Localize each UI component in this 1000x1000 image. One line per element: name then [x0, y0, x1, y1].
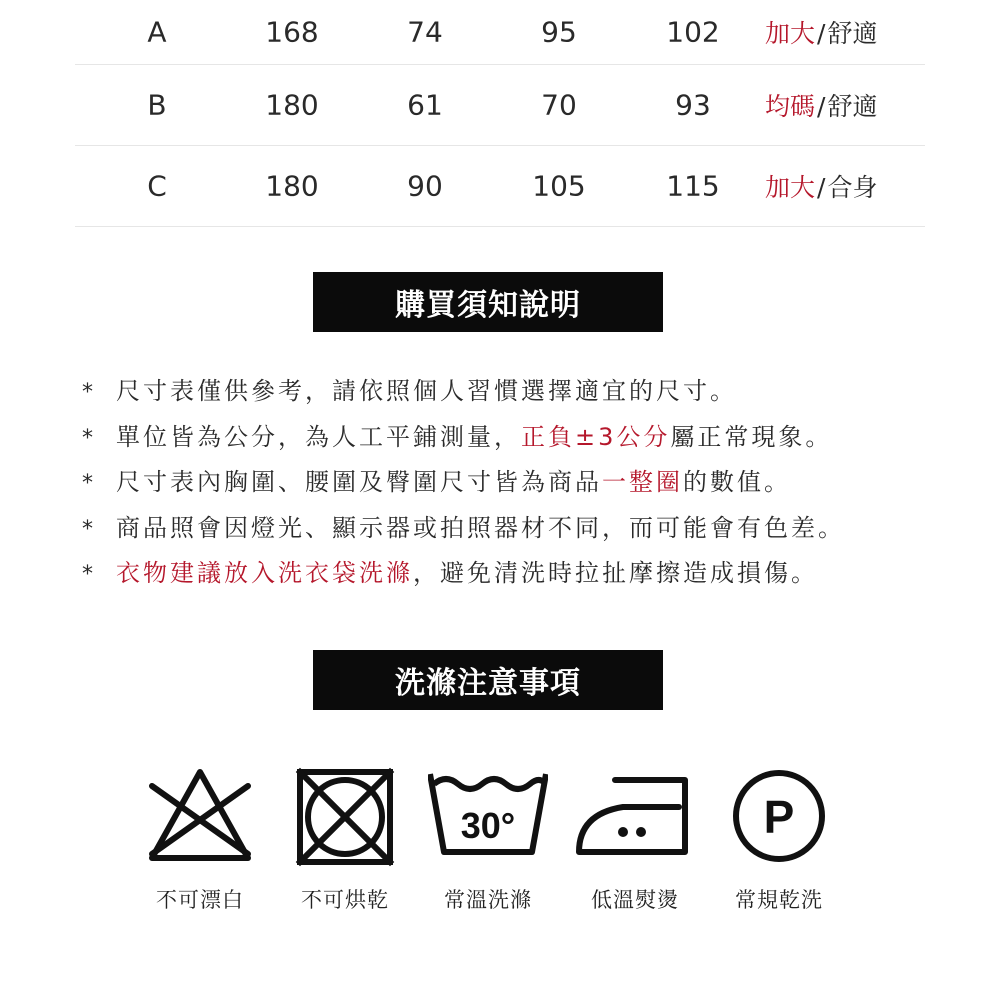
table-cell: 168	[265, 15, 319, 49]
bullet-star: *	[82, 471, 96, 496]
note-text: ，避免清洗時拉扯摩擦造成損傷。	[413, 559, 818, 587]
bullet-star: *	[82, 516, 96, 542]
table-row	[75, 146, 925, 227]
table-cell: 105	[532, 169, 586, 203]
list-item	[82, 465, 942, 511]
size-label: A	[147, 15, 167, 49]
fit-note	[765, 14, 877, 50]
dry-clean-letter: P	[763, 791, 795, 843]
purchase-notes-list	[82, 374, 942, 602]
note-text: 的數值。	[683, 468, 791, 496]
note-highlight: 一整圈	[602, 468, 683, 496]
fit-size: 加大	[765, 173, 816, 202]
care-label: 低溫熨燙	[591, 888, 679, 912]
bullet-star: *	[82, 425, 96, 451]
iron-low-icon	[575, 762, 695, 872]
size-table	[75, 0, 925, 227]
table-cell: 180	[265, 88, 319, 122]
table-row	[75, 65, 925, 146]
fit-separator: /	[817, 19, 826, 48]
table-cell: 61	[407, 88, 443, 122]
table-cell: 93	[675, 88, 711, 122]
note-text: 尺寸表內胸圍、腰圍及臀圍尺寸皆為商品	[116, 468, 602, 496]
table-cell: 74	[407, 15, 443, 49]
fit-feel: 合身	[827, 173, 878, 202]
care-label: 常規乾洗	[735, 888, 823, 912]
purchase-notes-title: 購買須知說明	[313, 272, 663, 332]
note-highlight: 衣物建議放入洗衣袋洗滌	[116, 559, 413, 587]
table-cell: 102	[666, 15, 720, 49]
wash-30-icon	[428, 762, 548, 872]
no-tumble-dry-icon	[285, 762, 405, 872]
bullet-star: *	[82, 562, 96, 587]
table-cell: 70	[541, 88, 577, 122]
table-cell: 180	[265, 169, 319, 203]
washing-title: 洗滌注意事項	[313, 650, 663, 710]
note-text: 商品照會因燈光、顯示器或拍照器材不同，而可能會有色差。	[116, 513, 845, 542]
table-row	[75, 0, 925, 65]
fit-note	[765, 87, 877, 123]
size-label: B	[147, 88, 167, 122]
care-label: 常溫洗滌	[444, 888, 532, 912]
note-text: 單位皆為公分，為人工平鋪測量，	[116, 422, 521, 451]
fit-feel: 舒適	[827, 19, 878, 48]
fit-size: 均碼	[765, 92, 816, 121]
dry-clean-p-icon	[719, 762, 839, 872]
list-item	[82, 374, 942, 420]
table-cell: 115	[666, 169, 720, 203]
care-label: 不可漂白	[156, 888, 244, 912]
list-item	[82, 556, 942, 602]
table-cell: 90	[407, 169, 443, 203]
fit-separator: /	[817, 92, 826, 121]
table-cell: 95	[541, 15, 577, 49]
fit-separator: /	[817, 173, 826, 202]
size-label: C	[147, 169, 167, 203]
no-bleach-icon	[140, 762, 260, 872]
note-text: 屬正常現象。	[670, 422, 833, 451]
wash-temperature: 30°	[460, 805, 516, 846]
care-label: 不可烘乾	[301, 888, 389, 912]
note-text: 尺寸表僅供參考，請依照個人習慣選擇適宜的尺寸。	[116, 377, 737, 405]
fit-size: 加大	[765, 19, 816, 48]
bullet-star: *	[82, 380, 96, 405]
fit-feel: 舒適	[827, 92, 878, 121]
fit-note	[765, 168, 877, 204]
list-item	[82, 420, 942, 466]
list-item	[82, 511, 942, 557]
note-highlight: 正負±3公分	[521, 422, 671, 451]
